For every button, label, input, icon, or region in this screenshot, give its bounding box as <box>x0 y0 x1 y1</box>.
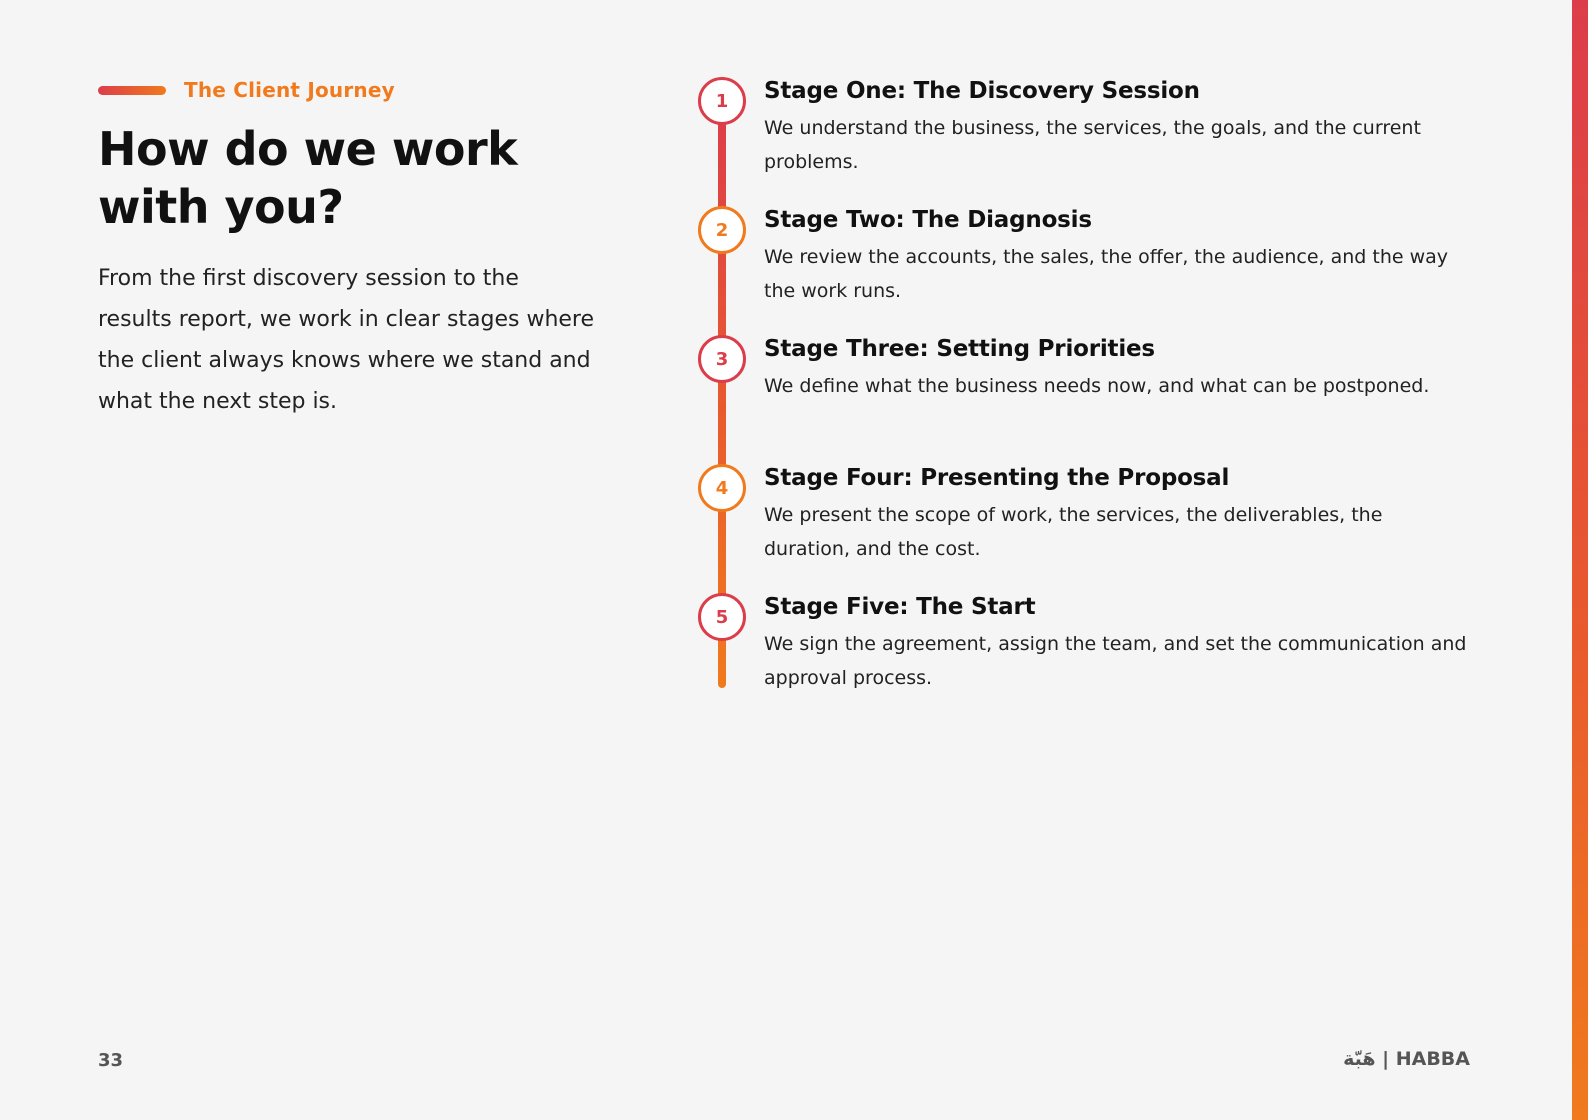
stage-body <box>764 76 1474 179</box>
stage-title: Stage Five: The Start <box>764 594 1036 620</box>
stage-body <box>764 334 1474 403</box>
page-title: How do we work with you? <box>98 122 518 234</box>
stage-description: We present the scope of work, the services, the deliverables, the duration, and the cost. <box>764 504 1383 560</box>
stage-number-badge: 2 <box>698 206 746 254</box>
stage-number-badge: 3 <box>698 335 746 383</box>
stage-title: Stage One: The Discovery Session <box>764 78 1200 104</box>
stage-number-badge: 4 <box>698 464 746 512</box>
kicker-accent-line <box>98 86 166 95</box>
intro-paragraph: From the first discovery session to the results report, we work in clear stages where the client always knows where we stand and what the next step is. <box>98 266 595 414</box>
stage-number-badge: 1 <box>698 77 746 125</box>
stage-description: We define what the business needs now, and what can be postponed. <box>764 375 1430 397</box>
accent-side-bar <box>1572 0 1588 1120</box>
intro-column <box>98 72 618 422</box>
page-number: 33 <box>98 1050 124 1071</box>
stage-body <box>764 463 1474 566</box>
stage-title: Stage Four: Presenting the Proposal <box>764 465 1230 491</box>
stage-description: We understand the business, the services, the goals, and the current problems. <box>764 117 1421 173</box>
stage-body <box>764 205 1474 308</box>
stage-number-badge: 5 <box>698 593 746 641</box>
section-kicker <box>98 72 618 108</box>
stage-title: Stage Three: Setting Priorities <box>764 336 1155 362</box>
kicker-label: The Client Journey <box>184 78 395 102</box>
stage-title: Stage Two: The Diagnosis <box>764 207 1092 233</box>
stage-description: We sign the agreement, assign the team, and set the communication and approval process. <box>764 633 1467 689</box>
brand-wordmark: هَبّة | HABBA <box>1343 1048 1470 1070</box>
stage-description: We review the accounts, the sales, the offer, the audience, and the way the work runs. <box>764 246 1449 302</box>
stage-body <box>764 592 1474 695</box>
